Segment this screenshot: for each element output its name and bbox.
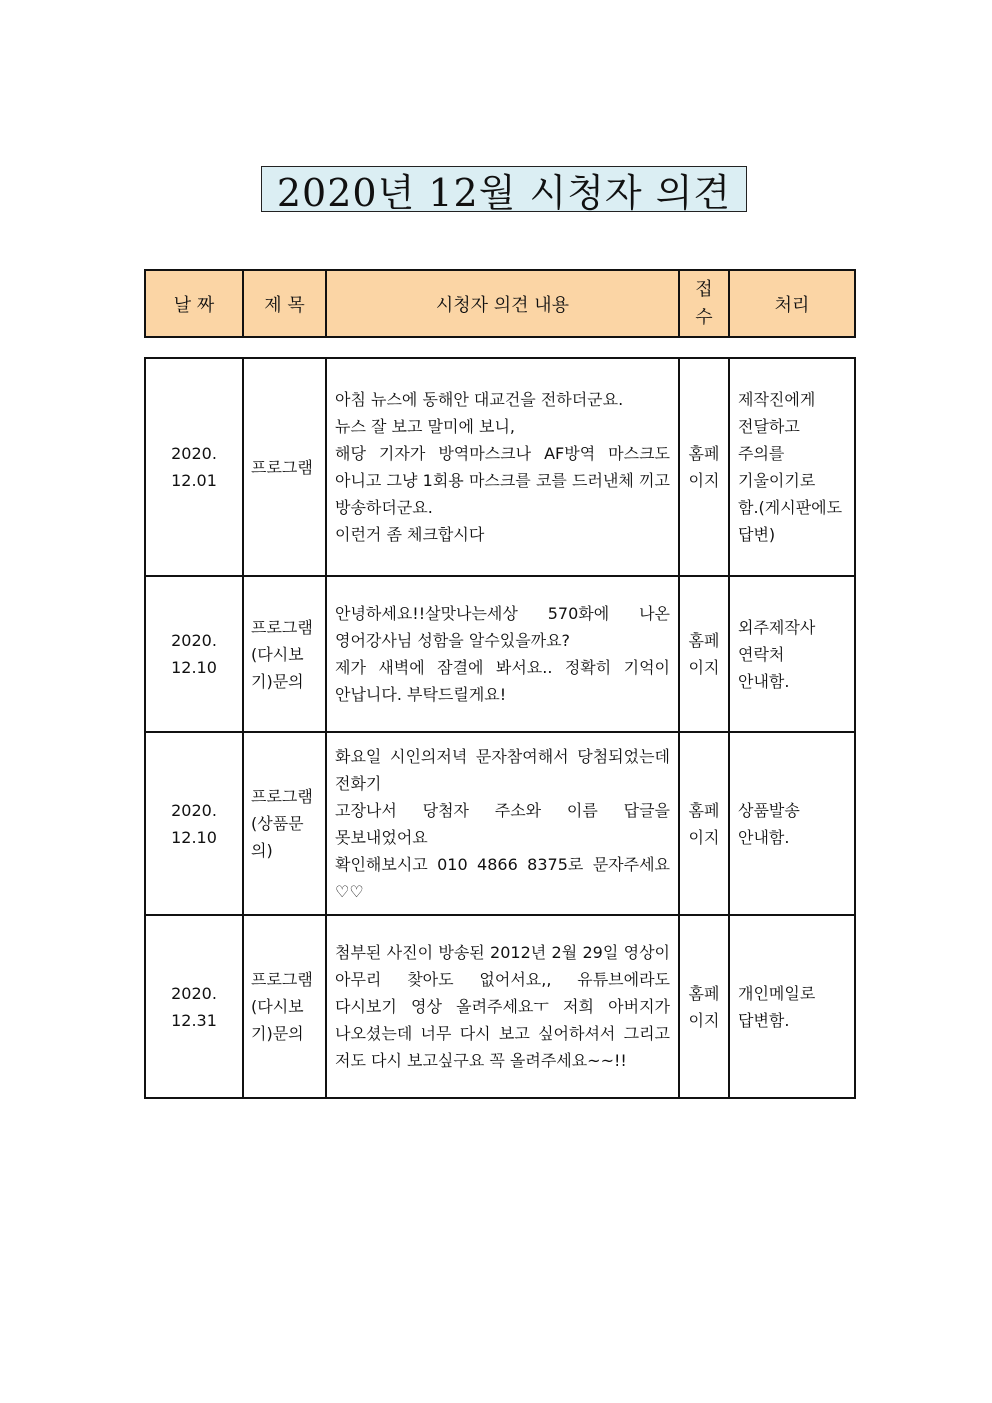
cell-content: 첨부된 사진이 방송된 2012년 2월 29일 영상이 아무리 찾아도 없어서요,, 유튜브에라도 다시보기 영상 올려주세요ㅜ 저희 아버지가 나오셨는데 너무 다시 보고 싶어하셔서 그리고 저도 다시 보고싶구요 꼭 올려주세요~~!!	[326, 915, 679, 1098]
header-processing: 처리	[729, 270, 855, 337]
cell-subject: 프로그램 (다시보 기)문의	[243, 576, 326, 732]
cell-subject: 프로그램 (상품문 의)	[243, 732, 326, 915]
cell-received: 홈페 이지	[679, 576, 729, 732]
header-subject: 제 목	[243, 270, 326, 337]
title-box	[261, 166, 747, 215]
table-row	[145, 915, 855, 1098]
cell-received: 홈페 이지	[679, 358, 729, 576]
cell-content: 아침 뉴스에 동해안 대교건을 전하더군요. 뉴스 잘 보고 말미에 보니, 해당 기자가 방역마스크나 AF방역 마스크도 아니고 그냥 1회용 마스크를 코를 드러낸체 끼고 방송하더군요. 이런거 좀 체크합시다	[326, 358, 679, 576]
table-row	[145, 358, 855, 576]
cell-processing: 상품발송 안내함.	[729, 732, 855, 915]
opinion-table	[144, 357, 856, 1099]
cell-subject: 프로그램 (다시보 기)문의	[243, 915, 326, 1098]
cell-content: 안녕하세요!!살맛나는세상 570화에 나온 영어강사님 성함을 알수있을까요? 제가 새벽에 잠결에 봐서요.. 정확히 기억이 안납니다. 부탁드릴게요!	[326, 576, 679, 732]
cell-subject: 프로그램	[243, 358, 326, 576]
cell-received: 홈페 이지	[679, 915, 729, 1098]
cell-processing: 개인메일로 답변함.	[729, 915, 855, 1098]
cell-date: 2020. 12.31	[145, 915, 243, 1098]
cell-processing: 제작진에게 전달하고 주의를 기울이기로 함.(게시판에도 답변)	[729, 358, 855, 576]
cell-content: 화요일 시인의저녁 문자참여해서 당첨되었는데 전화기 고장나서 당첨자 주소와 이름 답글을 못보내었어요 확인해보시고 010 4866 8375로 문자주세요 ♡♡	[326, 732, 679, 915]
table-header	[144, 269, 856, 338]
header-content: 시청자 의견 내용	[326, 270, 679, 337]
cell-received: 홈페 이지	[679, 732, 729, 915]
cell-date: 2020. 12.10	[145, 732, 243, 915]
header-date: 날 짜	[145, 270, 243, 337]
header-received: 접 수	[679, 270, 729, 337]
table-row	[145, 576, 855, 732]
cell-date: 2020. 12.01	[145, 358, 243, 576]
cell-processing: 외주제작사 연락처 안내함.	[729, 576, 855, 732]
page-title: 2020년 12월 시청자 의견	[276, 170, 732, 215]
table-row	[145, 732, 855, 915]
cell-date: 2020. 12.10	[145, 576, 243, 732]
